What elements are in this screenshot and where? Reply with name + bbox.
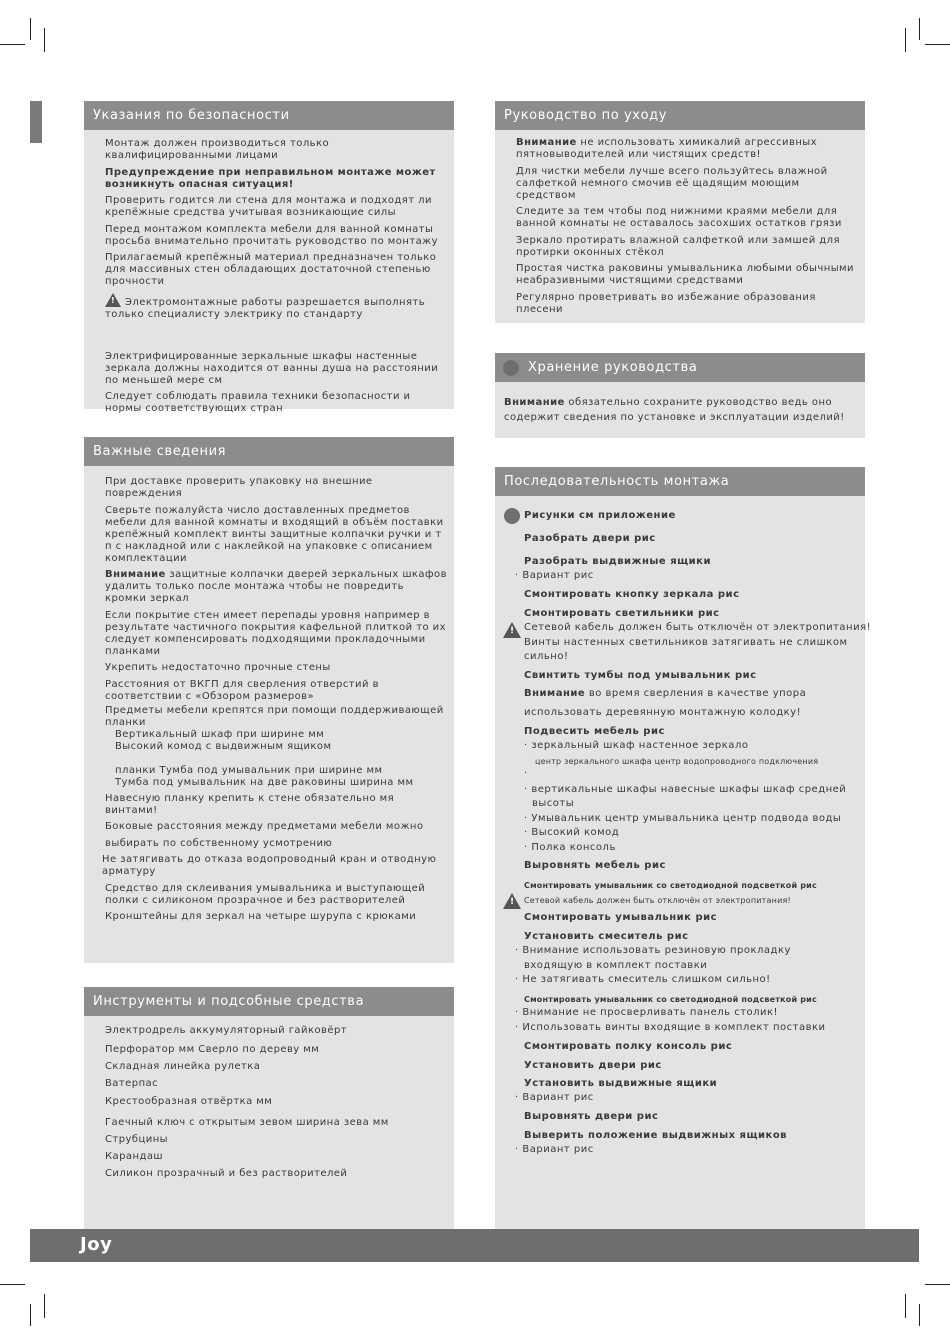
attention-text: обязательно сохраните руководство ведь оно содержит сведения по установке и эксплуатации изделий! xyxy=(504,397,845,423)
assembly-sub: · вертикальные шкафы навесные шкафы шкаф средней xyxy=(524,784,847,795)
assembly-step: Подвесить мебель рис xyxy=(524,726,665,737)
important-sub: Вертикальный шкаф при ширине мм xyxy=(115,728,325,740)
assembly-sub: · Умывальник центр умывальника центр подвода воды xyxy=(524,813,842,824)
important-text: Если покрытие стен имеет перепады уровня например в результате частичного покрытия кафельной плиткой то их следует компенсировать подходящими прокладочными планками xyxy=(105,609,446,657)
crop-mark xyxy=(919,18,920,40)
assembly-step: Рисунки см приложение xyxy=(524,510,676,521)
crop-mark xyxy=(44,28,45,52)
important-text: выбирать по собственному усмотрению xyxy=(105,837,333,849)
crop-mark xyxy=(44,1294,45,1318)
assembly-sub: · Внимание не просверливать панель столик! xyxy=(515,1007,779,1018)
assembly-sub: · Использовать винты входящие в комплект поставки xyxy=(515,1022,826,1033)
crop-mark xyxy=(905,1294,906,1318)
important-sub: Высокий комод с выдвижным ящиком xyxy=(115,740,332,752)
assembly-sub: высоты xyxy=(532,798,575,809)
circle-bullet-icon xyxy=(503,360,519,376)
important-text: Сверьте пожалуйста число доставленных предметов мебели для ванной комнаты и входящий в объём поставки крепёжный комплект винты защитные колпачки ручки и т п с накладной или с наклейкой на упаковке с описанием комплектации xyxy=(105,504,444,564)
tools-item: Перфоратор мм Сверло по дереву мм xyxy=(105,1044,320,1055)
care-panel xyxy=(495,101,865,323)
important-text: Предметы мебели крепятся при помощи поддерживающей планки xyxy=(105,704,444,728)
important-body xyxy=(102,476,448,928)
assembly-sub: сильно! xyxy=(524,651,569,662)
crop-mark xyxy=(0,1284,25,1285)
safety-warning: Предупреждение при неправильном монтаже может возникнуть опасная ситуация! xyxy=(105,166,436,190)
tools-item: Струбцины xyxy=(105,1134,169,1145)
crop-mark xyxy=(925,44,950,45)
crop-mark xyxy=(925,1284,950,1285)
side-tab xyxy=(30,101,42,143)
assembly-step: Выверить положение выдвижных ящиков xyxy=(524,1130,788,1141)
warning-icon: ! xyxy=(503,622,521,638)
safety-text: Монтаж должен производиться только квалифицированными лицами xyxy=(105,138,330,161)
tools-panel xyxy=(84,987,454,1229)
important-sub: планки Тумба под умывальник при ширине мм xyxy=(115,764,383,776)
assembly-step: Смонтировать светильники рис xyxy=(524,608,720,619)
crop-mark xyxy=(905,28,906,52)
important-text: Кронштейны для зеркал на четыре шурупа с крюками xyxy=(105,911,417,922)
footer-bar xyxy=(30,1229,919,1262)
assembly-sub: · Высокий комод xyxy=(524,827,620,838)
assembly-step: Разобрать выдвижные ящики xyxy=(524,556,711,567)
safety-text: Следует соблюдать правила техники безопасности и нормы соответствующих стран xyxy=(105,391,411,414)
tools-item: Ватерпас xyxy=(105,1078,159,1089)
attention-text: во время сверления в качестве упора xyxy=(585,688,807,699)
assembly-sub: · Вариант рис xyxy=(515,1092,594,1103)
important-text: Боковые расстояния между предметами мебели можно xyxy=(105,821,424,832)
important-text: Средство для склеивания умывальника и выступающей полки с силиконом прозрачное и без растворителей xyxy=(105,882,426,906)
attention-label: Внимание xyxy=(504,397,565,408)
tools-item: Крестообразная отвёртка мм xyxy=(105,1096,273,1107)
important-text: При доставке проверить упаковку на внешние повреждения xyxy=(105,476,373,499)
attention-text: не использовать химикалий агрессивных пятновыводителей или чистящих средств! xyxy=(516,137,818,160)
assembly-step: Выровнять мебель рис xyxy=(524,860,666,871)
important-text: Навесную планку крепить к стене обязательно мя винтами! xyxy=(105,792,395,816)
safety-text: Перед монтажом комплекта мебели для ванной комнаты просьба внимательно прочитать руководство по монтажу xyxy=(105,223,439,247)
safety-title: Указания по безопасности xyxy=(84,101,454,130)
safety-text: Проверить годится ли стена для монтажа и подходят ли крепёжные средства учитывая возникающие силы xyxy=(105,195,432,218)
care-title: Руководство по уходу xyxy=(495,101,865,130)
important-panel xyxy=(84,437,454,963)
crop-mark xyxy=(30,18,31,40)
tools-item: Гаечный ключ с открытым зевом ширина зева мм xyxy=(105,1117,389,1128)
care-text: Регулярно проветривать во избежание образования плесени xyxy=(516,291,816,315)
care-text: Для чистки мебели лучше всего пользуйтесь влажной салфеткой немного смочив её щадящим моющим средством xyxy=(516,165,828,201)
important-text: Укрепить недостаточно прочные стены xyxy=(105,662,331,673)
safety-text: Электрифицированные зеркальные шкафы настенные зеркала должны находится от ванны душа на расстоянии по меньшей мере см xyxy=(105,350,439,386)
assembly-step: Смонтировать кнопку зеркала рис xyxy=(524,589,740,600)
attention-label: Внимание xyxy=(524,688,586,699)
care-text: Следите за тем чтобы под нижними краями мебели для ванной комнаты не оставалось засохших остатков грязи xyxy=(516,206,842,229)
assembly-step: Выровнять двери рис xyxy=(524,1111,659,1122)
important-text: Не затягивать до отказа водопроводный кран и отводную арматуру xyxy=(102,854,437,877)
assembly-sub: использовать деревянную монтажную колодку! xyxy=(524,707,802,718)
brand-name: Joy xyxy=(80,1234,113,1255)
tools-item: Силикон прозрачный и без растворителей xyxy=(105,1168,348,1179)
tools-item: Электродрель аккумуляторный гайковёрт xyxy=(105,1025,348,1036)
storage-body xyxy=(504,395,859,425)
assembly-attention xyxy=(524,688,855,700)
care-body xyxy=(516,137,859,320)
assembly-step: Установить смеситель рис xyxy=(524,931,689,942)
assembly-sub: · Вариант рис xyxy=(515,570,594,581)
safety-body xyxy=(105,138,448,420)
assembly-step: Смонтировать умывальник со светодиодной подсветкой рис xyxy=(524,995,817,1004)
assembly-step: Установить двери рис xyxy=(524,1060,662,1071)
safety-text: Прилагаемый крепёжный материал предназначен только для массивных стен обладающих достаточной степенью прочности xyxy=(105,252,437,287)
assembly-title: Последовательность монтажа xyxy=(495,467,865,496)
safety-electric xyxy=(105,293,448,321)
assembly-sub: · зеркальный шкаф настенное зеркало xyxy=(524,740,749,751)
tools-item: Складная линейка рулетка xyxy=(105,1061,261,1072)
assembly-step: Разобрать двери рис xyxy=(524,533,656,544)
assembly-sub: Винты настенных светильников затягивать не слишком xyxy=(524,637,848,648)
assembly-sub: · Вариант рис xyxy=(515,1144,594,1155)
warning-icon: ! xyxy=(503,893,521,909)
assembly-sub: · Не затягивать смеситель слишком сильно! xyxy=(515,974,771,985)
warning-icon: ! xyxy=(105,293,121,307)
attention-label: Внимание xyxy=(105,569,166,580)
storage-panel xyxy=(495,353,865,438)
circle-bullet-icon xyxy=(504,508,520,524)
attention-label: Внимание xyxy=(516,137,577,148)
storage-header xyxy=(495,353,865,382)
assembly-sub: · xyxy=(524,768,528,779)
assembly-sub: Сетевой кабель должен быть отключён от электропитания! xyxy=(524,622,872,633)
assembly-step: Смонтировать умывальник со светодиодной подсветкой рис xyxy=(524,881,817,890)
tools-item: Карандаш xyxy=(105,1151,164,1162)
safety-panel xyxy=(84,101,454,414)
crop-mark xyxy=(30,1304,31,1326)
assembly-step: Установить выдвижные ящики xyxy=(524,1078,718,1089)
assembly-sub: · Внимание использовать резиновую прокладку xyxy=(515,945,791,956)
assembly-sub: входящую в комплект поставки xyxy=(524,960,708,971)
assembly-sub: Сетевой кабель должен быть отключён от электропитания! xyxy=(524,896,791,905)
assembly-step: Смонтировать умывальник рис xyxy=(524,912,718,923)
assembly-panel xyxy=(495,467,872,1229)
important-text: Расстояния от ВКГП для сверления отверстий в соответствии с «Обзором размеров» xyxy=(105,678,379,702)
crop-mark xyxy=(919,1304,920,1326)
tools-title: Инструменты и подсобные средства xyxy=(84,987,454,1016)
assembly-step: Смонтировать полку консоль рис xyxy=(524,1041,733,1052)
safety-electric-text: Электромонтажные работы разрешается выполнять только специалисту электрику по стандарту xyxy=(105,296,426,320)
care-attention xyxy=(516,137,859,161)
care-text: Простая чистка раковины умывальника любыми обычными неабразивными чистящими средствами xyxy=(516,263,855,286)
important-sub: Тумба под умывальник на две раковины ширина мм xyxy=(115,776,414,788)
assembly-sub: центр зеркального шкафа центр водопроводного подключения xyxy=(535,757,819,766)
storage-title: Хранение руководства xyxy=(528,360,698,375)
important-title: Важные сведения xyxy=(84,437,454,466)
attention-text: защитные колпачки дверей зеркальных шкафов удалить только после монтажа чтобы не повредить кромки зеркал xyxy=(105,569,447,604)
assembly-step: Свинтить тумбы под умывальник рис xyxy=(524,670,757,681)
assembly-sub: · Полка консоль xyxy=(524,842,616,853)
important-attention xyxy=(105,569,448,605)
care-text: Зеркало протирать влажной салфеткой или замшей для протирки оконных стёкол xyxy=(516,234,840,258)
crop-mark xyxy=(0,44,25,45)
